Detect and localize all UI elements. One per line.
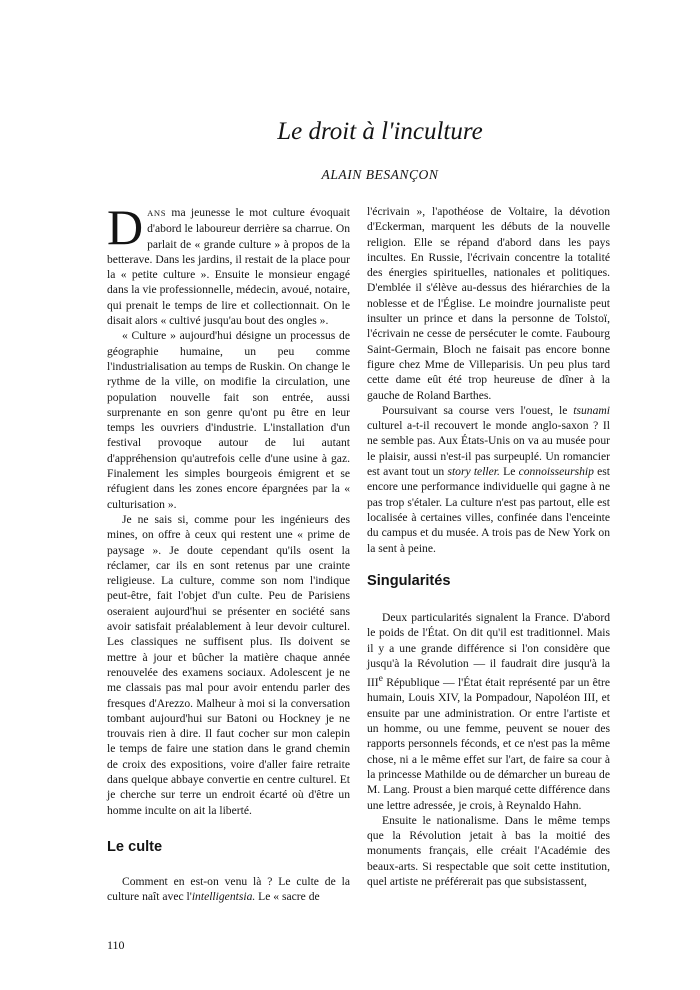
article-author: ALAIN BESANÇON bbox=[321, 167, 439, 182]
paragraph-text: Deux particularités signalent la France. D'abord le poids de l'État. On dit qu'il est traditionnel. Mais il y a une grande différence si l'on considère que jusqu'à la Révolution — il faudrait dire jusqu'à la III bbox=[367, 611, 610, 690]
italic-term: tsunami bbox=[573, 403, 610, 417]
paragraph-text: République — l'État était représenté par un être humain, Louis XIV, la Pompadour, Napoléon III, et ensuite par une administration. Or entre l'artiste et un homme, ou une femme, peuvent se nouer des rapports personnels féconds, et ce n'est pas la même chose, ni a le même effet sur l'art, de faire sa cour à la princesse Mathilde ou de démarcher un bureau de M. Lang. Proust a bien marqué cette différence dans une lettre adressée, je crois, à Reynaldo Hahn. bbox=[367, 676, 610, 812]
left-column bbox=[107, 199, 350, 905]
paragraph-text: est encore une performance individuelle qui gagne à ne pas trop s'étaler. La culture n'est pas partout, elle est localisée à certaines villes, confinée dans l'enceinte du campus et du musée. A trois pas de New York on la sent à peine. bbox=[367, 465, 611, 555]
italic-term: connoisseurship bbox=[518, 465, 594, 479]
paragraph-text: Poursuivant sa course vers l'ouest, le bbox=[382, 403, 574, 417]
paragraph-text: Le « sacre de bbox=[255, 890, 320, 904]
article-title: Le droit à l'inculture bbox=[277, 118, 483, 145]
section-heading-singularites: Singularités bbox=[367, 572, 451, 589]
italic-term: intelligentsia. bbox=[191, 890, 256, 904]
paragraph: Ensuite le nationalisme. Dans le même temps que la Révolution jetait à bas la moitié des monuments français, elle créait l'Académie des beaux-arts. Si respectable que soit cette institution, quel artiste ne préférerait pas que subsistassent, bbox=[367, 813, 610, 889]
paragraph-text: ma jeunesse le mot culture évoquait d'abord le laboureur derrière sa charrue. On parlait de « grande culture » à propos de la betterave. Dans les jardins, il restait de la place pour la « petite culture ». Ensuite le monsieur engagé dans la vie professionnelle, médecin, avoué, notaire, qui prenait le temps de lire et collectionnait. On le disait alors « cultivé jusqu'au bout des ongles ». bbox=[107, 206, 350, 328]
right-column bbox=[367, 204, 610, 889]
paragraph-intro bbox=[107, 199, 350, 328]
paragraph-text: Comment en est-on venu là ? Le culte de la culture naît avec l' bbox=[107, 875, 350, 904]
paragraph bbox=[107, 874, 350, 905]
section-heading-le-culte: Le culte bbox=[107, 838, 163, 855]
page-number: 110 bbox=[107, 938, 125, 952]
paragraph bbox=[367, 403, 610, 556]
paragraph: l'écrivain », l'apothéose de Voltaire, la dévotion d'Eckerman, marquent les débuts de la nouvelle religion. Elle se répand d'abord dans les pays incultes. En Russie, l'écrivain concentre la totalité des énergies spirituelles, nationales et politiques. D'emblée il s'élève au-dessus des hiérarchies de la noblesse et de l'Église. Le moindre journaliste peut insulter un prince et dans la personne de Tolstoï, l'écrivain ne cesse de persécuter le comte. Faubourg Saint-Germain, Bloch ne faisait pas encore bonne figure chez Mme de Villeparisis. Un peu plus tard cette dame eût été trop heureuse de dîner à la gauche de Roland Barthes. bbox=[367, 205, 610, 402]
superscript: e bbox=[378, 673, 383, 685]
drop-cap: D bbox=[107, 199, 144, 255]
paragraph: « Culture » aujourd'hui désigne un processus de géographie humaine, un peu comme l'industrialisation au temps de Ruskin. On change le rythme de la ville, on modifie la circulation, une population nouvelle fait son entrée, aussi surprenante en son genre qu'ont pu être en leur temps les ouvriers d'industrie. L'installation d'un festival provoque autour de lui autant d'appréhension qu'autrefois celle d'une usine à gaz. Finalement les simples bourgeois émigrent et se réfugient dans les zones encore épargnées par la « culturisation ». bbox=[107, 329, 350, 511]
paragraph-text: Le bbox=[499, 465, 519, 479]
paragraph: Je ne sais si, comme pour les ingénieurs des mines, on offre à ceux qui restent une « prime de paysage ». Je doute cependant qu'ils osent la réclamer, car ils en sont retenus par une crainte religieuse. La culture, comme son nom l'indique peut-être, fait l'objet d'un culte. Peu de Parisiens oseraient aujourd'hui se présenter en société sans avoir satisfait préalablement à leur devoir culturel. Les classiques ne suffisent plus. Ils doivent se mettre à jour et bûcher la matière chaque année renouvelée des examens sociaux. Adolescent je ne me classais pas mal pour avoir entendu parler des fresques d'Arezzo. Malheur à moi si la conversation tombant aujourd'hui sur Batoni ou Hockney je ne trouvais rien à dire. Il faut cocher sur mon calepin le temps de faire une station dans le grand chemin de croix des expositions, voire d'aller faire retraite dans quelque abbaye convertie en centre culturel. Et je cherche sur terre un endroit écarté où d'être un homme inculte on ait la liberté. bbox=[107, 512, 350, 817]
paragraph-text: culturel a-t-il recouvert le monde anglo-saxon ? Il ne semble pas. Aux États-Unis on va au musée pour le plaisir, aussi n'est-il pas surpeuplé. Un romancier est avant tout un bbox=[367, 419, 610, 479]
italic-term: story teller. bbox=[447, 465, 500, 479]
smallcaps-lead: ANS bbox=[147, 208, 167, 218]
paragraph bbox=[367, 610, 610, 813]
